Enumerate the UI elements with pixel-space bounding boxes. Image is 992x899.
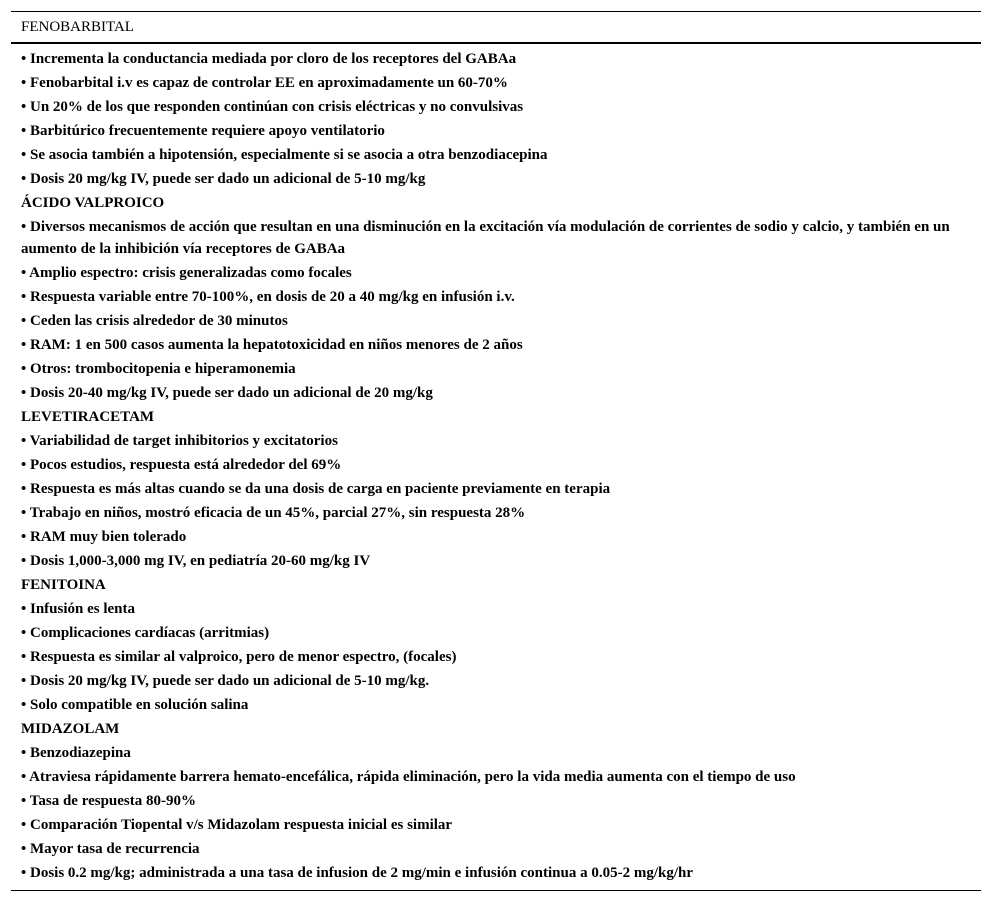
table-row: • Dosis 20 mg/kg IV, puede ser dado un adicional de 5-10 mg/kg bbox=[21, 171, 426, 187]
table-row: • Respuesta es más altas cuando se da una dosis de carga en paciente previamente en terapia bbox=[21, 481, 611, 497]
table-body bbox=[11, 44, 981, 891]
table-row: • Tasa de respuesta 80-90% bbox=[21, 793, 196, 809]
table-row: • Dosis 20 mg/kg IV, puede ser dado un adicional de 5-10 mg/kg. bbox=[21, 673, 430, 689]
table-row: • Atraviesa rápidamente barrera hemato-encefálica, rápida eliminación, pero la vida media aumenta con el tiempo de uso bbox=[21, 769, 796, 785]
table-row: • Solo compatible en solución salina bbox=[21, 697, 249, 713]
table-row: • RAM: 1 en 500 casos aumenta la hepatotoxicidad en niños menores de 2 años bbox=[21, 337, 523, 353]
table-row: • Fenobarbital i.v es capaz de controlar EE en aproximadamente un 60-70% bbox=[21, 75, 508, 91]
table-row: • Incrementa la conductancia mediada por cloro de los receptores del GABAa bbox=[21, 51, 517, 67]
section-heading: FENITOINA bbox=[21, 577, 106, 593]
section-heading: LEVETIRACETAM bbox=[21, 409, 155, 425]
table-row: • Diversos mecanismos de acción que resultan en una disminución en la excitación vía modulación de corrientes de sodio y calcio, y también en un aumento de la inhibición vía receptores de GABAa bbox=[21, 219, 950, 257]
table-row: • Infusión es lenta bbox=[21, 601, 136, 617]
table-row: • Dosis 1,000-3,000 mg IV, en pediatría 20-60 mg/kg IV bbox=[21, 553, 371, 569]
table-row: • Variabilidad de target inhibitorios y excitatorios bbox=[21, 433, 338, 449]
table-row: • Otros: trombocitopenia e hiperamonemia bbox=[21, 361, 296, 377]
table-row: • Dosis 20-40 mg/kg IV, puede ser dado un adicional de 20 mg/kg bbox=[21, 385, 433, 401]
table-row: • RAM muy bien tolerado bbox=[21, 529, 187, 545]
table-row: • Trabajo en niños, mostró eficacia de un 45%, parcial 27%, sin respuesta 28% bbox=[21, 505, 526, 521]
table-row: • Un 20% de los que responden continúan con crisis eléctricas y no convulsivas bbox=[21, 99, 524, 115]
table-bottom-padding bbox=[21, 885, 971, 890]
table-row: • Dosis 0.2 mg/kg; administrada a una tasa de infusion de 2 mg/min e infusión continua a 0.05-2 mg/kg/hr bbox=[21, 865, 694, 881]
table-row: • Barbitúrico frecuentemente requiere apoyo ventilatorio bbox=[21, 123, 385, 139]
table-row: • Benzodiazepina bbox=[21, 745, 131, 761]
table-row: • Respuesta variable entre 70-100%, en dosis de 20 a 40 mg/kg en infusión i.v. bbox=[21, 289, 515, 305]
table-row: • Mayor tasa de recurrencia bbox=[21, 841, 200, 857]
drug-table bbox=[11, 11, 981, 891]
table-row: • Complicaciones cardíacas (arritmias) bbox=[21, 625, 270, 641]
table-row: • Se asocia también a hipotensión, especialmente si se asocia a otra benzodiacepina bbox=[21, 147, 548, 163]
table-row: • Respuesta es similar al valproico, pero de menor espectro, (focales) bbox=[21, 649, 457, 665]
table-row: • Pocos estudios, respuesta está alrededor del 69% bbox=[21, 457, 342, 473]
section-heading: MIDAZOLAM bbox=[21, 721, 120, 737]
table-row: • Amplio espectro: crisis generalizadas como focales bbox=[21, 265, 352, 281]
section-heading: ÁCIDO VALPROICO bbox=[21, 195, 165, 211]
table-header: FENOBARBITAL bbox=[11, 12, 981, 44]
table-row: • Ceden las crisis alrededor de 30 minutos bbox=[21, 313, 288, 329]
table-row: • Comparación Tiopental v/s Midazolam respuesta inicial es similar bbox=[21, 817, 453, 833]
